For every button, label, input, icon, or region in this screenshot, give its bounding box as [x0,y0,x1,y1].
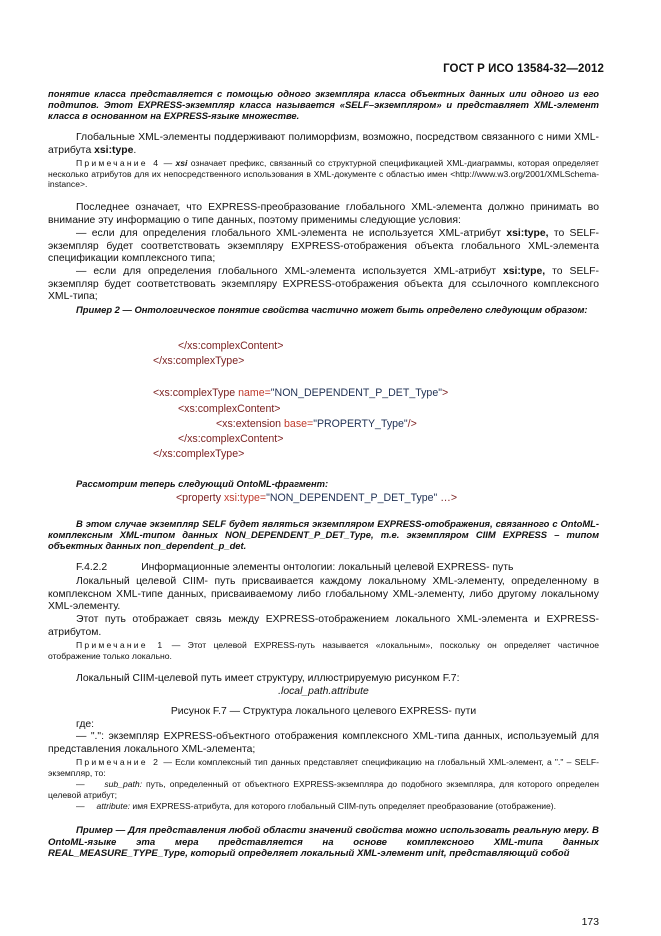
polymorphism-text: Глобальные XML-элементы поддерживают полиморфизм, возможно, посредством связанного с ними XML-атрибута [48,132,599,156]
page-header: ГОСТ Р ИСО 13584-32—2012 [443,63,604,75]
code-line-3-end: > [441,387,449,399]
sub-path-label: sub_path: [104,779,143,789]
paragraph-polymorphism [48,132,599,157]
list-item-no-xsi-type [48,228,599,266]
page-number: 173 [581,917,599,928]
item-2-bold: xsi:type, [502,266,546,277]
code-line-5-tag: <xs:extension [216,418,285,430]
code-line-1 [178,339,283,354]
code-line-7-text: </xs:complexType> [153,448,245,460]
note-4-label: Примечание 4 [76,158,161,168]
polymorphism-end: . [133,144,137,156]
note-2 [48,757,599,778]
attribute-label: attribute: [96,801,130,811]
code-line-3-tag: <xs:complexType [153,387,239,399]
paragraph-self-instance: понятие класса представляется с помощью одного экземпляра класса объектных данных или одного из его подтипов. Этот EXPRESS-экземпляр класса называется «SELF–экземпляром» и представляет XML-элемент класса в основанном на EXPRESS-языке множестве. [48,88,599,122]
where-label: где: [76,719,95,730]
note-2-text: — Если комплексный тип данных представляет спецификацию на глобальный XML-элемент, а "." – SELF-экземпляр, то: [48,757,599,778]
list-item-with-xsi-type [48,266,599,304]
note-4-xsi: xsi [175,158,188,168]
list-item-dot: — ".": экземпляр EXPRESS-объектного отображения комплексного XML-типа данных, используемый для представления локального XML-элемента; [48,731,599,755]
ontoml-fragment [176,491,457,506]
paragraph-path-link: Этот путь отображает связь между EXPRESS-отображением локального XML-элемента и EXPRESS-атрибутом. [48,614,599,638]
item-1-bold: xsi:type, [506,228,549,239]
code-line-3 [153,386,448,401]
section-title: Информационные элементы онтологии: локальный целевой EXPRESS- путь [141,562,514,573]
code-line-5 [216,417,417,432]
code-line-6 [178,432,283,447]
paragraph-local-path: Локальный целевой CIIM- путь присваивается каждому локальному XML-элементу, определенному в комплексном XML-типе данных, присваиваемому либо глобальному XML-элементу, либо другому локальному XML-элементу. [48,576,599,613]
note-4-text: означает префикс, связанный со структурной спецификацией XML-диаграммы, которая определяет несколько атрибутов для их непосредственного использования в XML-документе с областью имен <http://www.w3.org/2001/XMLSchema-instance>. [48,158,599,190]
item-2-text-b: то SELF-экземпляр будет соответствовать экземпляру EXPRESS-отображения объекта для ссылочного комплексного XML-типа; [48,266,599,303]
list-item-attribute: — attribute: имя EXPRESS-атрибута, для которого глобальный CIIM-путь определяет преобразование (отображение). [76,801,557,811]
item-1-text-a: — если для определения глобального XML-элемента не используется XML-атрибут [76,228,507,239]
example-2: Пример 2 — Онтологическое понятие свойства частично может быть определено следующим образом: [76,304,588,315]
note-1-text: — Этот целевой EXPRESS-путь называется «локальным», поскольку он определяет частичное отображение только локально. [48,640,600,661]
figure-caption: Рисунок F.7 — Структура локального целевого EXPRESS- пути [170,706,477,717]
code-line-7 [153,447,244,462]
item-2-text-a: — если для определения глобального XML-элемента используется XML-атрибут [76,266,503,277]
code-line-4 [178,402,280,417]
fragment-tag: <property [176,492,224,504]
code-line-5-end: /> [407,418,417,430]
code-line-3-attr: name= [238,387,271,399]
note-2-label: Примечание 2 [76,757,161,767]
section-heading [48,562,599,575]
fragment-attr: xsi:type= [224,492,267,504]
code-line-4-text: <xs:complexContent> [178,403,281,415]
code-line-2 [153,354,244,369]
code-line-3-val: "NON_DEPENDENT_P_DET_Type" [270,387,442,399]
path-formula: .local_path.attribute [278,686,369,697]
paragraph-case: В этом случае экземпляр SELF будет являться экземпляром EXPRESS-отображения, связанного с OntoML-комплексным XML-типом данных NON_DEPENDENT_P_DET_Type, т.е. экземпляром CIIM EXPRESS – типом объектных данных non_dependent_p_det. [48,518,599,552]
note-4-dash: — [160,158,176,168]
fragment-end: …> [437,492,458,504]
note-1-label: Примечание 1 [76,640,165,650]
fragment-val: "NON_DEPENDENT_P_DET_Type" [266,492,438,504]
xsi-type-bold: xsi:type [94,144,134,156]
list-item-sub-path: — sub_path: путь, определенный от объектного EXPRESS-экземпляра до подобного экземпляра, для которого определен целевой атрибут; [48,779,599,800]
example-final: Пример — Для представления любой области значений свойства можно использовать реальную меру. В OntoML-языке эта мера представляется на основе комплексного XML-типа данных REAL_MEASURE_TYPE_Type, который определяет локальный XML-элемент unit, представляющий собой [48,825,599,860]
code-line-5-attr: base= [284,418,314,430]
code-line-2-text: </xs:complexType> [153,355,245,367]
paragraph-transformation: Последнее означает, что EXPRESS-преобразование глобального XML-элемента должно принимать во внимание эту информацию о типе данных, поэтому применимы следующие условия: [48,202,599,226]
item-1-text-b: то SELF-экземпляр будет соответствовать экземпляру EXPRESS-отображения объекта глобального XML-элемента спецификации комплексного типа; [48,228,599,265]
note-1 [48,640,599,661]
note-4 [48,158,599,190]
sub-path-text: путь, определенный от объектного EXPRESS-экземпляра до подобного экземпляра, для которого определен целевой атрибут; [48,779,599,800]
code-line-6-text: </xs:complexContent> [178,433,284,445]
paragraph-structure: Локальный CIIM-целевой путь имеет структуру, иллюстрируемую рисунком F.7: [76,673,460,684]
attribute-text: имя EXPRESS-атрибута, для которого глобальный CIIM-путь определяет преобразование (отображение). [130,801,557,811]
consider-fragment: Рассмотрим теперь следующий OntoML-фрагмент: [76,478,329,489]
code-line-1-text: </xs:complexContent> [178,340,284,352]
code-line-5-val: "PROPERTY_Type" [313,418,408,430]
section-number: F.4.2.2 [76,562,108,573]
